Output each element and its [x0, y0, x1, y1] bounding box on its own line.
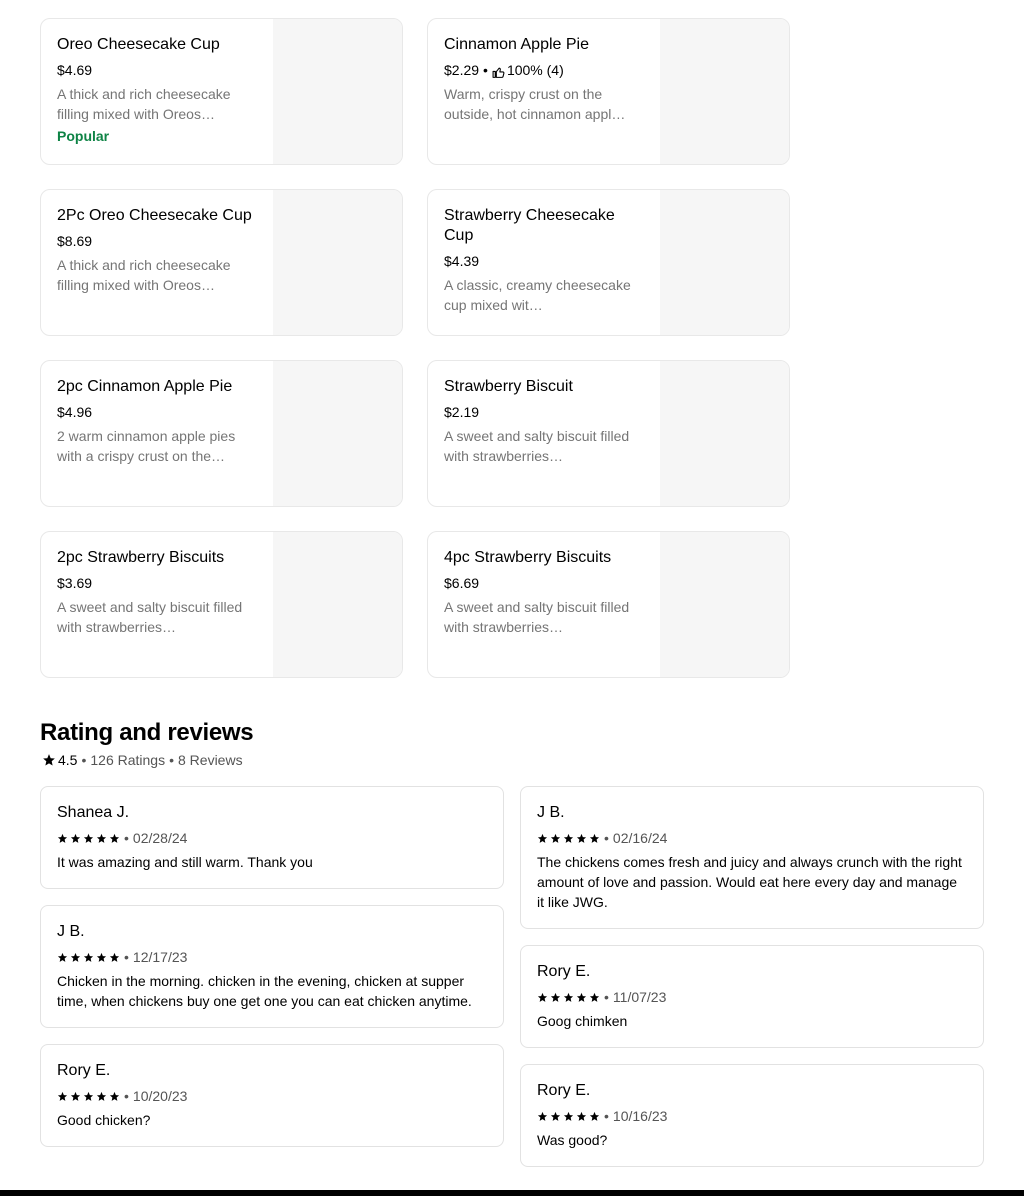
star-rating [57, 833, 120, 844]
star-icon [109, 833, 120, 844]
menu-item-info [41, 532, 273, 677]
menu-item-name: Strawberry Cheesecake Cup [444, 207, 615, 244]
reviews-count: 8 Reviews [178, 752, 243, 768]
menu-item-price: $4.96 [57, 404, 93, 420]
review-date: 12/17/23 [132, 949, 188, 965]
star-icon [83, 952, 94, 963]
menu-item-info [41, 361, 273, 506]
menu-item-meta [444, 573, 644, 593]
review-date: 10/20/23 [132, 1088, 188, 1104]
menu-item-card[interactable] [427, 189, 790, 336]
star-icon [576, 1111, 587, 1122]
star-icon [589, 1111, 600, 1122]
menu-item-info [41, 19, 273, 164]
star-icon [70, 1091, 81, 1102]
reviewer-name: Rory E. [537, 1082, 591, 1099]
ratings-count: 126 Ratings [90, 752, 166, 768]
reviews-column-left [40, 786, 504, 1147]
menu-item-rating: 100% (4) [506, 62, 564, 78]
menu-item-card[interactable] [40, 360, 403, 507]
review-card [520, 1064, 984, 1167]
menu-item-image [273, 361, 402, 506]
star-icon [537, 833, 548, 844]
menu-item-info [428, 190, 660, 335]
separator: • [169, 752, 174, 768]
star-icon [563, 992, 574, 1003]
menu-item-card[interactable] [40, 18, 403, 165]
menu-item-description: A sweet and salty biscuit filled with strawberries… [444, 599, 630, 635]
star-icon [550, 992, 561, 1003]
review-text: Chicken in the morning. chicken in the evening, chicken at supper time, when chickens buy one get one you can eat chicken anytime. [57, 973, 472, 1009]
star-icon [57, 952, 68, 963]
thumbs-up-icon [492, 64, 505, 77]
menu-item-name: Cinnamon Apple Pie [444, 36, 589, 53]
separator: • [483, 62, 488, 78]
menu-item-price: $2.29 [444, 62, 480, 78]
star-icon [576, 992, 587, 1003]
star-icon [589, 833, 600, 844]
reviewer-name: Shanea J. [57, 804, 130, 821]
menu-item-meta [57, 402, 257, 422]
popular-badge: Popular [57, 128, 110, 144]
star-icon [550, 1111, 561, 1122]
menu-item-name: 4pc Strawberry Biscuits [444, 549, 612, 566]
separator: • [604, 1108, 609, 1124]
menu-item-image [273, 190, 402, 335]
reviewer-name: J B. [57, 923, 85, 940]
menu-item-info [428, 19, 660, 164]
menu-item-name: 2pc Cinnamon Apple Pie [57, 378, 233, 395]
menu-item-description: Warm, crispy crust on the outside, hot cinnamon appl… [444, 86, 626, 122]
menu-item-image [660, 190, 789, 335]
menu-item-description: 2 warm cinnamon apple pies with a crispy crust on the… [57, 428, 236, 464]
menu-item-meta [57, 573, 257, 593]
review-text: Good chicken? [57, 1112, 151, 1128]
average-rating: 4.5 [58, 752, 78, 768]
menu-item-info [428, 361, 660, 506]
review-rating-row [537, 1106, 967, 1126]
separator: • [604, 830, 609, 846]
star-icon [550, 833, 561, 844]
menu-item-image [273, 19, 402, 164]
review-card [40, 1044, 504, 1147]
star-rating [57, 952, 120, 963]
review-date: 10/16/23 [612, 1108, 668, 1124]
star-icon [57, 1091, 68, 1102]
star-icon [537, 992, 548, 1003]
review-card [520, 786, 984, 929]
star-icon [589, 992, 600, 1003]
menu-item-name: Oreo Cheesecake Cup [57, 36, 220, 53]
star-icon [83, 833, 94, 844]
menu-item-description: A classic, creamy cheesecake cup mixed wit… [444, 277, 631, 313]
star-icon [576, 833, 587, 844]
menu-item-name: 2pc Strawberry Biscuits [57, 549, 225, 566]
menu-item-image [660, 19, 789, 164]
reviewer-name: Rory E. [537, 963, 591, 980]
review-card [40, 905, 504, 1028]
reviewer-name: J B. [537, 804, 565, 821]
menu-item-info [428, 532, 660, 677]
menu-item-card[interactable] [427, 18, 790, 165]
review-text: The chickens comes fresh and juicy and always crunch with the right amount of love and passion. Would eat here every day and manage it like JWG. [537, 854, 962, 910]
menu-item-card[interactable] [427, 360, 790, 507]
star-rating [537, 833, 600, 844]
menu-item-price: $6.69 [444, 575, 480, 591]
menu-item-card[interactable] [40, 189, 403, 336]
reviewer-name: Rory E. [57, 1062, 111, 1079]
menu-item-info [41, 190, 273, 335]
review-rating-row [57, 947, 487, 967]
menu-item-meta [444, 60, 644, 80]
separator: • [124, 949, 129, 965]
menu-item-description: A sweet and salty biscuit filled with strawberries… [444, 428, 630, 464]
star-icon [70, 833, 81, 844]
review-text: Goog chimken [537, 1013, 628, 1029]
menu-item-price: $2.19 [444, 404, 480, 420]
menu-item-description: A thick and rich cheesecake filling mixed with Oreos… [57, 257, 231, 293]
review-rating-row [57, 1086, 487, 1106]
star-icon [537, 1111, 548, 1122]
star-icon [563, 1111, 574, 1122]
review-date: 02/16/24 [612, 830, 668, 846]
menu-item-meta [444, 251, 644, 271]
star-icon [96, 952, 107, 963]
menu-item-name: 2Pc Oreo Cheesecake Cup [57, 207, 252, 224]
menu-item-price: $4.39 [444, 253, 480, 269]
review-text: Was good? [537, 1132, 608, 1148]
star-icon [57, 833, 68, 844]
menu-item-image [660, 532, 789, 677]
star-icon [96, 833, 107, 844]
menu-item-image [660, 361, 789, 506]
bottom-bar [0, 1190, 1024, 1196]
menu-item-name: Strawberry Biscuit [444, 378, 573, 395]
menu-item-card[interactable] [40, 531, 403, 678]
star-icon [42, 753, 56, 767]
menu-item-description: A sweet and salty biscuit filled with strawberries… [57, 599, 243, 635]
menu-item-description: A thick and rich cheesecake filling mixed with Oreos… [57, 86, 231, 122]
review-date: 02/28/24 [132, 830, 188, 846]
review-card [520, 945, 984, 1048]
menu-item-meta [444, 402, 644, 422]
menu-item-price: $8.69 [57, 233, 93, 249]
star-icon [96, 1091, 107, 1102]
menu-items-grid [40, 18, 790, 678]
review-rating-row [537, 828, 967, 848]
menu-item-meta [57, 231, 257, 251]
menu-item-price: $4.69 [57, 62, 93, 78]
review-date: 11/07/23 [612, 989, 667, 1005]
menu-item-price: $3.69 [57, 575, 93, 591]
reviews-summary [42, 750, 243, 770]
separator: • [124, 830, 129, 846]
reviews-section-title: Rating and reviews [40, 719, 254, 746]
menu-item-image [273, 532, 402, 677]
separator: • [81, 752, 87, 768]
star-rating [537, 992, 600, 1003]
star-icon [70, 952, 81, 963]
star-icon [109, 1091, 120, 1102]
review-card [40, 786, 504, 889]
star-rating [57, 1091, 120, 1102]
review-text: It was amazing and still warm. Thank you [57, 854, 313, 870]
review-rating-row [57, 828, 487, 848]
star-icon [563, 833, 574, 844]
menu-item-meta [57, 60, 257, 80]
review-rating-row [537, 987, 967, 1007]
separator: • [604, 989, 609, 1005]
star-rating [537, 1111, 600, 1122]
separator: • [124, 1088, 129, 1104]
star-icon [83, 1091, 94, 1102]
reviews-column-right [520, 786, 984, 1167]
star-icon [109, 952, 120, 963]
menu-item-card[interactable] [427, 531, 790, 678]
